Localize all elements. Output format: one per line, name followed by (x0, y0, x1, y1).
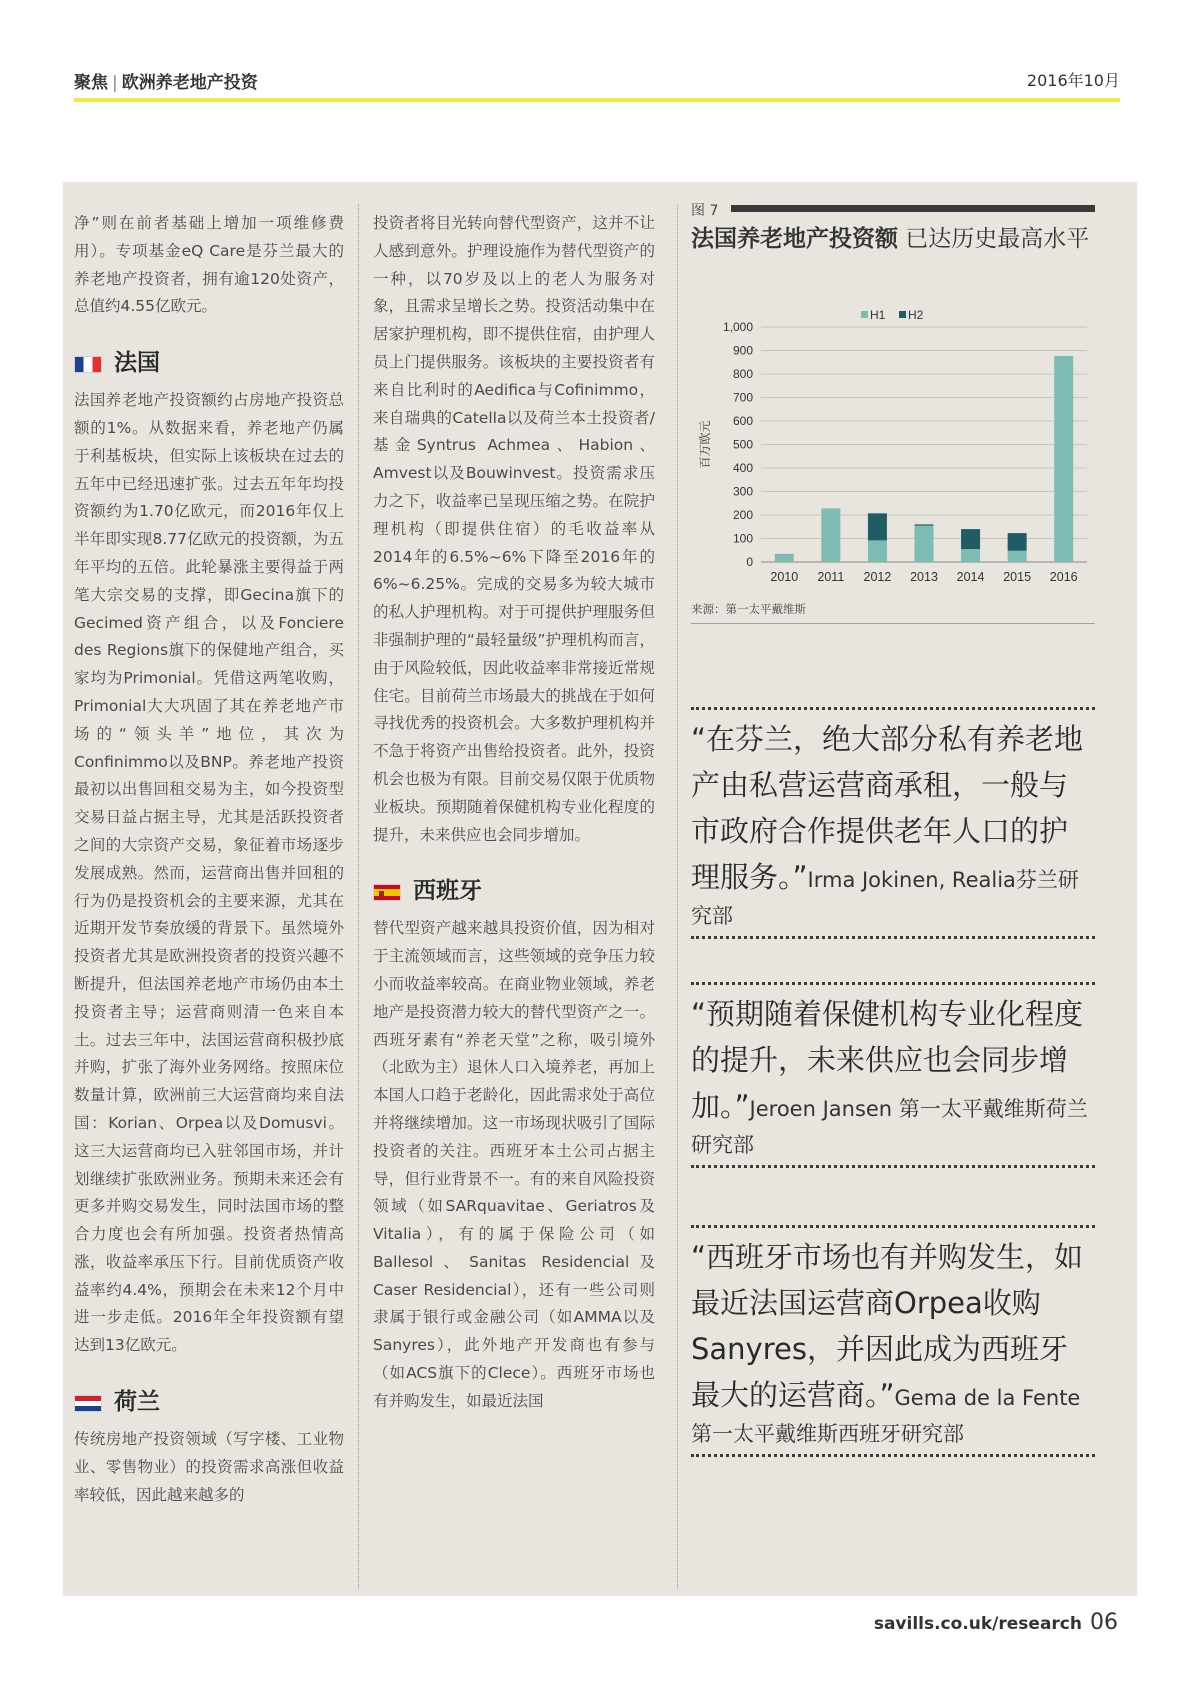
y-tick-label: 100 (732, 531, 753, 546)
column-divider (677, 204, 678, 1589)
pull-quote-netherlands (691, 982, 1095, 1168)
bar-h1-2016 (1054, 356, 1073, 562)
france-flag-icon (74, 356, 102, 373)
figure-number: 图 7 (691, 203, 719, 219)
bar-h2-2012 (868, 513, 887, 540)
x-tick-label: 2012 (863, 570, 892, 584)
bar-h1-2014 (961, 549, 980, 562)
page-footer (874, 1610, 1118, 1635)
spain-paragraph: 替代型资产越来越具投资价值，因为相对于主流领域而言，这些领域的竞争压力较小而收益率较高。在商业物业领域，养老地产是投资潜力较大的替代型资产之一。西班牙素有“养老天堂”之称，吸引境外（北欧为主）退休人口入境养老，再加上本国人口趋于老龄化，因此需求处于高位并将继续增加。这一市场现状吸引了国际投资者的关注。西班牙本土公司占据主导，但行业背景不一。有的来自风险投资领域（如SARquavitae、Geriatros及Vitalia），有的属于保险公司（如Ballesol、Sanitas Residencial及Caser Residencial），还有一些公司则隶属于银行或金融公司（如AMMA以及Sanyres），此外地产开发商也有参与（如ACS旗下的Clece）。西班牙市场也有并购发生，如最近法国 (373, 919, 655, 1410)
finland-paragraph-end: 净”则在前者基础上增加一项维修费用）。专项基金eQ Care是芬兰最大的养老地产投资者，拥有逾120处资产，总值约4.55亿欧元。 (74, 214, 344, 316)
bar-h1-2010 (775, 554, 794, 562)
y-tick-label: 800 (732, 367, 753, 381)
chart-container (691, 265, 1095, 595)
bar-h1-2012 (868, 540, 887, 562)
france-paragraph: 法国养老地产投资额约占房地产投资总额的1%。从数据来看，养老地产仍属于利基板块，但实际上该板块在过去的五年中已经迅速扩张。过去五年年均投资额约为1.70亿欧元，而2016年仅上半年即实现8.77亿欧元的投资额，为五年平均的五倍。此轮暴涨主要得益于两笔大宗交易的支撑，即Gecina旗下的Gecimed资产组合，以及Fonciere des Regions旗下的保健地产组合，买家均为Primonial。凭借这两笔收购，Primonial大大巩固了其在养老地产市场的“领头羊”地位，其次为Confinimmo以及BNP。养老地产投资最初以出售回租交易为主，如今投资型交易日益占据主导，尤其是活跃投资者之间的大宗资产交易，象征着市场逐步发展成熟。然而，运营商出售并回租的行为仍是投资机会的主要来源，尤其在近期开发节奏放缓的背景下。虽然境外投资者尤其是欧洲投资者的投资兴趣不断提升，但法国养老地产市场仍由本土投资者主导；运营商则清一色来自本土。过去三年中，法国运营商积极抄底并购，扩张了海外业务网络。按照床位数量计算，欧洲前三大运营商均来自法国：Korian、Orpea以及Domusvi。这三大运营商均已入驻邻国市场，并计划继续扩张欧洲业务。预期未来还会有更多并购交易发生，同时法国市场的整合力度也会有所加强。投资者热情高涨，收益率承压下行。目前优质资产收益率约4.4%，预期会在未来12个月中进一步走低。2016年全年投资额有望达到13亿欧元。 (74, 391, 344, 1355)
x-tick-label: 2015 (1003, 570, 1032, 584)
legend-swatch-h2 (899, 311, 906, 318)
y-tick-label: 600 (732, 414, 753, 428)
quote-text: “在芬兰，绝大部分私有养老地产由私营运营商承租，一般与市政府合作提供老年人口的护理服务。” (691, 722, 1084, 894)
content-panel (63, 182, 1137, 1596)
text-column-2 (373, 210, 655, 1416)
y-tick-label: 300 (732, 484, 753, 499)
bar-h1-2015 (1008, 551, 1027, 562)
bar-h2-2014 (961, 529, 980, 549)
netherlands-paragraph-cont: 投资者将目光转向替代型资产，这并不让人感到意外。护理设施作为替代型资产的一种，以70岁及以上的老人为服务对象，且需求呈增长之势。投资活动集中在居家护理机构，即不提供住宿，由护理人员上门提供服务。该板块的主要投资者有来自比利时的Aedifica与Cofinimmo，来自瑞典的Catella以及荷兰本土投资者/基金Syntrus Achmea、Habion、Amvest以及Bouwinvest。投资需求压力之下，收益率已呈现压缩之势。在院护理机构（即提供住宿）的毛收益率从2014年的6.5%~6%下降至2016年的6%~6.25%。完成的交易多为较大城市的私人护理机构。对于可提供护理服务但非强制护理的“最轻量级”护理机构而言，由于风险较低，因此收益率非常接近常规住宅。目前荷兰市场最大的挑战在于如何寻找优秀的投资机会。大多数护理机构并不急于将资产出售给投资者。此外，投资机会也极为有限。目前交易仅限于优质物业板块。预期随着保健机构专业化程度的提升，未来供应也会同步增加。 (373, 214, 655, 844)
spain-flag-icon (373, 884, 401, 901)
page-header (74, 66, 1120, 102)
y-tick-label: 700 (732, 390, 753, 405)
figure-7 (691, 200, 1095, 624)
quote-text: “预期随着保健机构专业化程度的提升，未来供应也会同步增加。” (691, 997, 1084, 1123)
y-tick-label: 200 (732, 508, 753, 522)
x-tick-label: 2010 (770, 570, 799, 584)
bar-h1-2011 (821, 508, 840, 562)
quote-text: “西班牙市场也有并购发生，如最近法国运营商Orpea收购Sanyres，并因此成为西班牙最大的运营商。” (691, 1240, 1084, 1412)
bar-h1-2013 (915, 526, 934, 562)
investment-bar-chart (691, 265, 1095, 595)
x-tick-label: 2016 (1049, 570, 1078, 584)
figure-source: 来源：第一太平戴维斯 (691, 601, 1095, 624)
header-date: 2016年10月 (1026, 71, 1120, 90)
text-column-1 (74, 210, 344, 1509)
pull-quote-spain (691, 1225, 1095, 1457)
page-number: 06 (1090, 1610, 1118, 1635)
column-divider (358, 204, 359, 1589)
figure-title-bold: 法国养老地产投资额 (691, 226, 898, 252)
france-heading-text: 法国 (114, 350, 160, 377)
bar-h2-2013 (915, 524, 934, 525)
figure-title (691, 220, 1095, 253)
france-heading (74, 349, 344, 379)
figure-title-rest: 已达历史最高水平 (898, 226, 1090, 252)
bar-h2-2015 (1008, 533, 1027, 551)
netherlands-heading-text: 荷兰 (114, 1389, 160, 1416)
quote-author: Irma Jokinen, Realia芬兰研究部 (691, 868, 1079, 928)
header-section (74, 68, 258, 93)
figure-label-bar (731, 205, 1095, 212)
y-tick-label: 400 (732, 461, 753, 475)
y-tick-label: 500 (732, 437, 753, 452)
y-tick-label: 900 (732, 343, 753, 358)
x-tick-label: 2013 (910, 570, 938, 584)
y-tick-label: 0 (746, 555, 753, 569)
legend-label-h1: H1 (870, 308, 886, 322)
netherlands-flag-icon (74, 1395, 102, 1412)
y-tick-label: 1,000 (722, 320, 753, 334)
figure-label (691, 200, 1095, 218)
netherlands-paragraph: 传统房地产投资领域（写字楼、工业物业、零售物业）的投资需求高涨但收益率较低，因此越来越多的 (74, 1430, 344, 1504)
quote-author: Jeroen Jansen 第一太平戴维斯荷兰研究部 (691, 1097, 1088, 1157)
footer-url[interactable]: savills.co.uk/research (873, 1614, 1082, 1634)
header-title: 欧洲养老地产投资 (121, 73, 258, 93)
y-axis-label: 百万欧元 (698, 420, 712, 469)
header-section-label: 聚焦 (74, 73, 108, 93)
x-tick-label: 2011 (817, 570, 845, 584)
legend-swatch-h1 (861, 311, 868, 318)
x-tick-label: 2014 (956, 570, 985, 584)
spain-heading (373, 877, 655, 907)
spain-heading-text: 西班牙 (413, 878, 482, 905)
netherlands-heading (74, 1388, 344, 1418)
pull-quote-finland (691, 707, 1095, 939)
header-separator: | (112, 73, 118, 93)
legend-label-h2: H2 (908, 308, 924, 322)
quote-author: Gema de la Fente 第一太平戴维斯西班牙研究部 (691, 1386, 1081, 1446)
